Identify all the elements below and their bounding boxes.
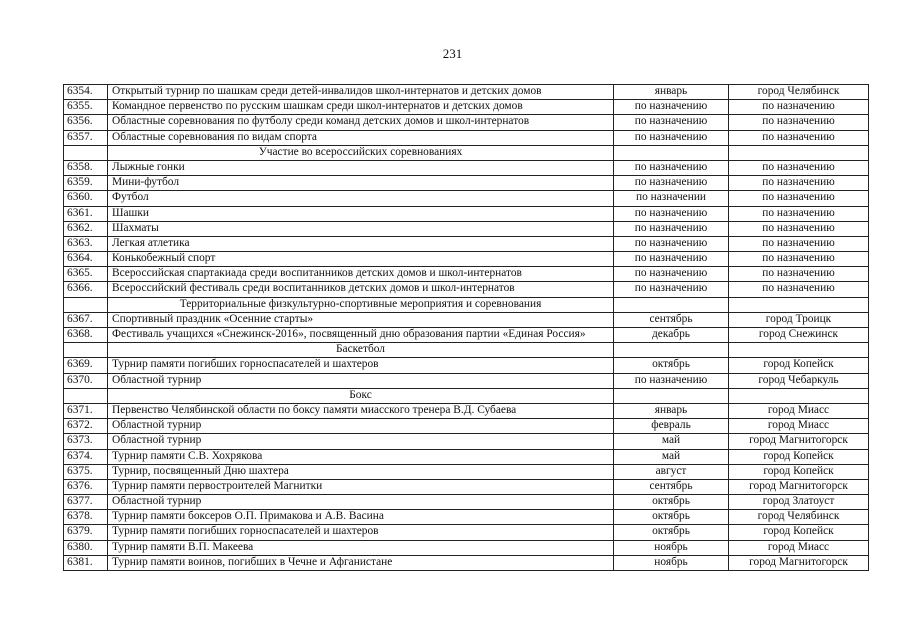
- event-date: октябрь: [614, 358, 729, 373]
- section-title: Территориальные физкультурно-спортивные мероприятия и соревнования: [108, 297, 614, 312]
- row-number: 6363.: [64, 236, 108, 251]
- event-date: октябрь: [614, 495, 729, 510]
- date-empty: [614, 343, 729, 358]
- row-number-empty: [64, 145, 108, 160]
- table-row: [64, 403, 869, 418]
- row-number-empty: [64, 297, 108, 312]
- date-empty: [614, 297, 729, 312]
- table-row: [64, 312, 869, 327]
- event-name: Лыжные гонки: [108, 160, 614, 175]
- event-date: по назначению: [614, 267, 729, 282]
- event-date: октябрь: [614, 510, 729, 525]
- row-number-empty: [64, 343, 108, 358]
- event-name: Областной турнир: [108, 419, 614, 434]
- event-location: город Миасс: [729, 540, 869, 555]
- row-number: 6375.: [64, 464, 108, 479]
- location-empty: [729, 145, 869, 160]
- event-name: Турнир памяти погибших горноспасателей и шахтеров: [108, 358, 614, 373]
- event-location: по назначению: [729, 282, 869, 297]
- event-location: город Копейск: [729, 464, 869, 479]
- row-number: 6374.: [64, 449, 108, 464]
- event-name: Областной турнир: [108, 495, 614, 510]
- events-table-body: [64, 85, 869, 571]
- row-number: 6359.: [64, 176, 108, 191]
- section-header-row: [64, 145, 869, 160]
- row-number: 6373.: [64, 434, 108, 449]
- event-date: по назначению: [614, 160, 729, 175]
- row-number: 6367.: [64, 312, 108, 327]
- row-number: 6368.: [64, 328, 108, 343]
- event-location: город Челябинск: [729, 85, 869, 100]
- section-title: Участие во всероссийских соревнованиях: [108, 145, 614, 160]
- table-row: [64, 236, 869, 251]
- event-name: Всероссийская спартакиада среди воспитанников детских домов и школ-интернатов: [108, 267, 614, 282]
- event-date: по назначению: [614, 115, 729, 130]
- date-empty: [614, 145, 729, 160]
- event-name: Первенство Челябинской области по боксу памяти миасского тренера В.Д. Субаева: [108, 403, 614, 418]
- location-empty: [729, 343, 869, 358]
- row-number: 6365.: [64, 267, 108, 282]
- row-number: 6379.: [64, 525, 108, 540]
- event-date: по назначению: [614, 221, 729, 236]
- event-name: Областной турнир: [108, 434, 614, 449]
- event-name: Турнир памяти В.П. Макеева: [108, 540, 614, 555]
- event-location: город Миасс: [729, 403, 869, 418]
- event-location: по назначению: [729, 221, 869, 236]
- table-row: [64, 540, 869, 555]
- events-table: [63, 84, 869, 571]
- event-location: город Копейск: [729, 449, 869, 464]
- table-row: [64, 495, 869, 510]
- section-title: Баскетбол: [108, 343, 614, 358]
- table-row: [64, 419, 869, 434]
- event-date: январь: [614, 85, 729, 100]
- event-location: город Снежинск: [729, 328, 869, 343]
- event-location: город Магнитогорск: [729, 434, 869, 449]
- event-date: февраль: [614, 419, 729, 434]
- row-number: 6357.: [64, 130, 108, 145]
- row-number: 6354.: [64, 85, 108, 100]
- event-name: Областные соревнования по футболу среди команд детских домов и школ-интернатов: [108, 115, 614, 130]
- event-name: Футбол: [108, 191, 614, 206]
- table-row: [64, 434, 869, 449]
- table-row: [64, 555, 869, 570]
- event-location: город Копейск: [729, 358, 869, 373]
- row-number: 6369.: [64, 358, 108, 373]
- row-number: 6358.: [64, 160, 108, 175]
- event-date: по назначению: [614, 130, 729, 145]
- event-date: ноябрь: [614, 555, 729, 570]
- table-row: [64, 206, 869, 221]
- event-date: по назначению: [614, 206, 729, 221]
- event-location: город Троицк: [729, 312, 869, 327]
- location-empty: [729, 297, 869, 312]
- row-number-empty: [64, 388, 108, 403]
- event-name: Турнир памяти первостроителей Магнитки: [108, 479, 614, 494]
- event-date: сентябрь: [614, 479, 729, 494]
- location-empty: [729, 388, 869, 403]
- event-date: сентябрь: [614, 312, 729, 327]
- row-number: 6361.: [64, 206, 108, 221]
- event-location: город Миасс: [729, 419, 869, 434]
- table-row: [64, 191, 869, 206]
- event-date: август: [614, 464, 729, 479]
- event-location: город Златоуст: [729, 495, 869, 510]
- row-number: 6364.: [64, 252, 108, 267]
- event-date: по назначению: [614, 282, 729, 297]
- event-location: город Челябинск: [729, 510, 869, 525]
- event-name: Конькобежный спорт: [108, 252, 614, 267]
- event-name: Турнир памяти воинов, погибших в Чечне и Афганистане: [108, 555, 614, 570]
- row-number: 6378.: [64, 510, 108, 525]
- row-number: 6376.: [64, 479, 108, 494]
- event-location: по назначению: [729, 267, 869, 282]
- event-location: по назначению: [729, 206, 869, 221]
- event-name: Шашки: [108, 206, 614, 221]
- row-number: 6381.: [64, 555, 108, 570]
- table-row: [64, 525, 869, 540]
- event-location: по назначению: [729, 191, 869, 206]
- section-header-row: [64, 297, 869, 312]
- event-name: Спортивный праздник «Осенние старты»: [108, 312, 614, 327]
- event-location: город Чебаркуль: [729, 373, 869, 388]
- event-date: по назначению: [614, 373, 729, 388]
- event-name: Турнир памяти С.В. Хохрякова: [108, 449, 614, 464]
- table-row: [64, 464, 869, 479]
- event-name: Областной турнир: [108, 373, 614, 388]
- event-name: Турнир памяти погибших горноспасателей и шахтеров: [108, 525, 614, 540]
- table-row: [64, 115, 869, 130]
- row-number: 6355.: [64, 100, 108, 115]
- event-location: по назначению: [729, 100, 869, 115]
- event-name: Шахматы: [108, 221, 614, 236]
- event-location: город Копейск: [729, 525, 869, 540]
- section-header-row: [64, 343, 869, 358]
- table-row: [64, 160, 869, 175]
- table-row: [64, 510, 869, 525]
- event-date: январь: [614, 403, 729, 418]
- section-title: Бокс: [108, 388, 614, 403]
- table-row: [64, 252, 869, 267]
- event-location: город Магнитогорск: [729, 479, 869, 494]
- table-row: [64, 267, 869, 282]
- event-name: Командное первенство по русским шашкам среди школ-интернатов и детских домов: [108, 100, 614, 115]
- event-date: по назначению: [614, 236, 729, 251]
- event-location: по назначению: [729, 176, 869, 191]
- event-location: по назначению: [729, 252, 869, 267]
- table-row: [64, 282, 869, 297]
- event-date: декабрь: [614, 328, 729, 343]
- event-date: по назначению: [614, 252, 729, 267]
- event-name: Легкая атлетика: [108, 236, 614, 251]
- event-date: май: [614, 434, 729, 449]
- event-name: Открытый турнир по шашкам среди детей-инвалидов школ-интернатов и детских домов: [108, 85, 614, 100]
- table-row: [64, 449, 869, 464]
- event-location: город Магнитогорск: [729, 555, 869, 570]
- table-row: [64, 176, 869, 191]
- event-date: по назначению: [614, 100, 729, 115]
- event-date: ноябрь: [614, 540, 729, 555]
- table-row: [64, 479, 869, 494]
- table-row: [64, 358, 869, 373]
- event-name: Турнир памяти боксеров О.П. Примакова и А.В. Васина: [108, 510, 614, 525]
- event-date: май: [614, 449, 729, 464]
- date-empty: [614, 388, 729, 403]
- event-location: по назначению: [729, 160, 869, 175]
- table-row: [64, 373, 869, 388]
- table-row: [64, 328, 869, 343]
- table-row: [64, 100, 869, 115]
- table-row: [64, 221, 869, 236]
- event-name: Областные соревнования по видам спорта: [108, 130, 614, 145]
- row-number: 6356.: [64, 115, 108, 130]
- table-row: [64, 85, 869, 100]
- event-date: по назначению: [614, 176, 729, 191]
- event-date: октябрь: [614, 525, 729, 540]
- event-name: Всероссийский фестиваль среди воспитанников детских домов и школ-интернатов: [108, 282, 614, 297]
- row-number: 6360.: [64, 191, 108, 206]
- row-number: 6380.: [64, 540, 108, 555]
- page-number: 231: [442, 46, 463, 61]
- row-number: 6377.: [64, 495, 108, 510]
- row-number: 6371.: [64, 403, 108, 418]
- event-name: Турнир, посвященный Дню шахтера: [108, 464, 614, 479]
- event-location: по назначению: [729, 130, 869, 145]
- event-date: по назначении: [614, 191, 729, 206]
- row-number: 6362.: [64, 221, 108, 236]
- section-header-row: [64, 388, 869, 403]
- table-row: [64, 130, 869, 145]
- event-location: по назначению: [729, 236, 869, 251]
- event-name: Мини-футбол: [108, 176, 614, 191]
- row-number: 6370.: [64, 373, 108, 388]
- row-number: 6366.: [64, 282, 108, 297]
- row-number: 6372.: [64, 419, 108, 434]
- event-name: Фестиваль учащихся «Снежинск-2016», посвященный дню образования партии «Единая Россия»: [108, 328, 614, 343]
- event-location: по назначению: [729, 115, 869, 130]
